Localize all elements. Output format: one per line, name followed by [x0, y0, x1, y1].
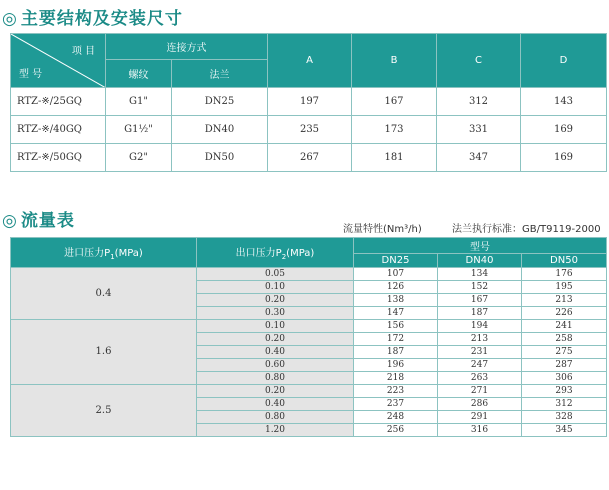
value-c-cell: 312 — [437, 88, 521, 116]
flow-value-dn50-cell: 293 — [522, 385, 607, 398]
flow-value-dn25-cell: 256 — [354, 424, 438, 437]
outlet-pressure-cell: 0.20 — [197, 294, 354, 307]
flow-value-dn40-cell: 187 — [438, 307, 522, 320]
inlet-pressure-cell: 2.5 — [11, 385, 197, 437]
outlet-pressure-cell: 0.40 — [197, 398, 354, 411]
flow-value-dn50-cell: 345 — [522, 424, 607, 437]
flow-value-dn40-cell: 167 — [438, 294, 522, 307]
outlet-pressure-cell: 0.80 — [197, 411, 354, 424]
flow-value-dn25-cell: 187 — [354, 346, 438, 359]
model-header: 型号 — [354, 238, 607, 254]
outlet-pressure-cell: 0.20 — [197, 333, 354, 346]
outlet-pressure-cell: 0.20 — [197, 385, 354, 398]
dimensions-table — [10, 33, 607, 172]
flow-value-dn50-cell: 275 — [522, 346, 607, 359]
col-header-dn50: DN50 — [522, 254, 607, 268]
col-header-b: B — [352, 34, 437, 88]
flow-value-dn40-cell: 291 — [438, 411, 522, 424]
value-b-cell: 167 — [352, 88, 437, 116]
section-marker-icon: ◎ — [2, 211, 18, 231]
flow-value-dn40-cell: 247 — [438, 359, 522, 372]
flow-value-dn50-cell: 328 — [522, 411, 607, 424]
section-marker-icon: ◎ — [2, 9, 18, 29]
flow-value-dn40-cell: 194 — [438, 320, 522, 333]
value-a-cell: 197 — [268, 88, 352, 116]
model-cell: RTZ-※/25GQ — [11, 88, 106, 116]
flow-value-dn50-cell: 258 — [522, 333, 607, 346]
outlet-pressure-cell: 0.80 — [197, 372, 354, 385]
connection-header: 连接方式 — [106, 34, 268, 60]
flow-value-dn50-cell: 287 — [522, 359, 607, 372]
outlet-pressure-cell: 0.40 — [197, 346, 354, 359]
flow-value-dn40-cell: 134 — [438, 268, 522, 281]
flange-header: 法兰 — [172, 60, 268, 88]
col-header-dn25: DN25 — [354, 254, 438, 268]
col-header-dn40: DN40 — [438, 254, 522, 268]
thread-cell: G2" — [106, 144, 172, 172]
outlet-pressure-header: 出口压力$P_2(MPa)$ — [197, 238, 354, 268]
value-a-cell: 235 — [268, 116, 352, 144]
table-row — [11, 268, 607, 281]
table-row — [11, 116, 607, 144]
thread-header: 螺纹 — [106, 60, 172, 88]
flow-value-dn25-cell: 126 — [354, 281, 438, 294]
flange-cell: DN25 — [172, 88, 268, 116]
value-d-cell: 169 — [521, 116, 607, 144]
outlet-pressure-cell: 0.10 — [197, 320, 354, 333]
flow-value-dn25-cell: 218 — [354, 372, 438, 385]
outlet-pressure-cell: 0.05 — [197, 268, 354, 281]
col-header-d: D — [521, 34, 607, 88]
value-b-cell: 181 — [352, 144, 437, 172]
flow-value-dn40-cell: 286 — [438, 398, 522, 411]
flow-value-dn50-cell: 213 — [522, 294, 607, 307]
flow-value-dn50-cell: 312 — [522, 398, 607, 411]
flow-unit-note: 流量特性(Nm³/h) — [343, 224, 422, 235]
model-cell: RTZ-※/40GQ — [11, 116, 106, 144]
value-d-cell: 143 — [521, 88, 607, 116]
inlet-pressure-cell: 0.4 — [11, 268, 197, 320]
flow-value-dn40-cell: 231 — [438, 346, 522, 359]
table-row — [11, 144, 607, 172]
col-header-a: A — [268, 34, 352, 88]
section-title-text: 主要结构及安装尺寸 — [20, 9, 183, 29]
value-b-cell: 173 — [352, 116, 437, 144]
standard-note: 法兰执行标准：GB/T9119-2000 — [452, 224, 601, 235]
col-header-c: C — [437, 34, 521, 88]
outlet-pressure-cell: 0.30 — [197, 307, 354, 320]
flow-value-dn25-cell: 147 — [354, 307, 438, 320]
outlet-pressure-cell: 0.10 — [197, 281, 354, 294]
outlet-pressure-cell: 1.20 — [197, 424, 354, 437]
value-a-cell: 267 — [268, 144, 352, 172]
table-row — [11, 320, 607, 333]
flange-cell: DN40 — [172, 116, 268, 144]
flow-value-dn40-cell: 263 — [438, 372, 522, 385]
flow-value-dn40-cell: 152 — [438, 281, 522, 294]
flow-value-dn25-cell: 156 — [354, 320, 438, 333]
flow-value-dn25-cell: 223 — [354, 385, 438, 398]
thread-cell: G1½" — [106, 116, 172, 144]
section-title-flow — [2, 206, 75, 231]
flange-cell: DN50 — [172, 144, 268, 172]
flow-table — [10, 237, 607, 437]
flow-value-dn25-cell: 107 — [354, 268, 438, 281]
section-title-text: 流量表 — [20, 211, 75, 231]
value-d-cell: 169 — [521, 144, 607, 172]
flow-value-dn40-cell: 316 — [438, 424, 522, 437]
section-title-dimensions — [2, 4, 183, 29]
flow-value-dn25-cell: 248 — [354, 411, 438, 424]
table-row — [11, 385, 607, 398]
flow-value-dn25-cell: 237 — [354, 398, 438, 411]
inlet-pressure-header: 进口压力$P_1(MPa)$ — [11, 238, 197, 268]
value-c-cell: 331 — [437, 116, 521, 144]
diag-bottom-label: 型 号 — [19, 69, 43, 80]
flow-value-dn25-cell: 172 — [354, 333, 438, 346]
flow-value-dn50-cell: 195 — [522, 281, 607, 294]
outlet-pressure-cell: 0.60 — [197, 359, 354, 372]
flow-value-dn50-cell: 306 — [522, 372, 607, 385]
flow-value-dn50-cell: 176 — [522, 268, 607, 281]
model-cell: RTZ-※/50GQ — [11, 144, 106, 172]
diag-top-label: 项 目 — [71, 46, 95, 57]
value-c-cell: 347 — [437, 144, 521, 172]
flow-value-dn25-cell: 138 — [354, 294, 438, 307]
flow-value-dn40-cell: 271 — [438, 385, 522, 398]
inlet-pressure-cell: 1.6 — [11, 320, 197, 385]
flow-value-dn50-cell: 226 — [522, 307, 607, 320]
flow-value-dn40-cell: 213 — [438, 333, 522, 346]
table-row — [11, 88, 607, 116]
thread-cell: G1" — [106, 88, 172, 116]
flow-value-dn50-cell: 241 — [522, 320, 607, 333]
diagonal-header-cell — [11, 34, 106, 88]
flow-value-dn25-cell: 196 — [354, 359, 438, 372]
